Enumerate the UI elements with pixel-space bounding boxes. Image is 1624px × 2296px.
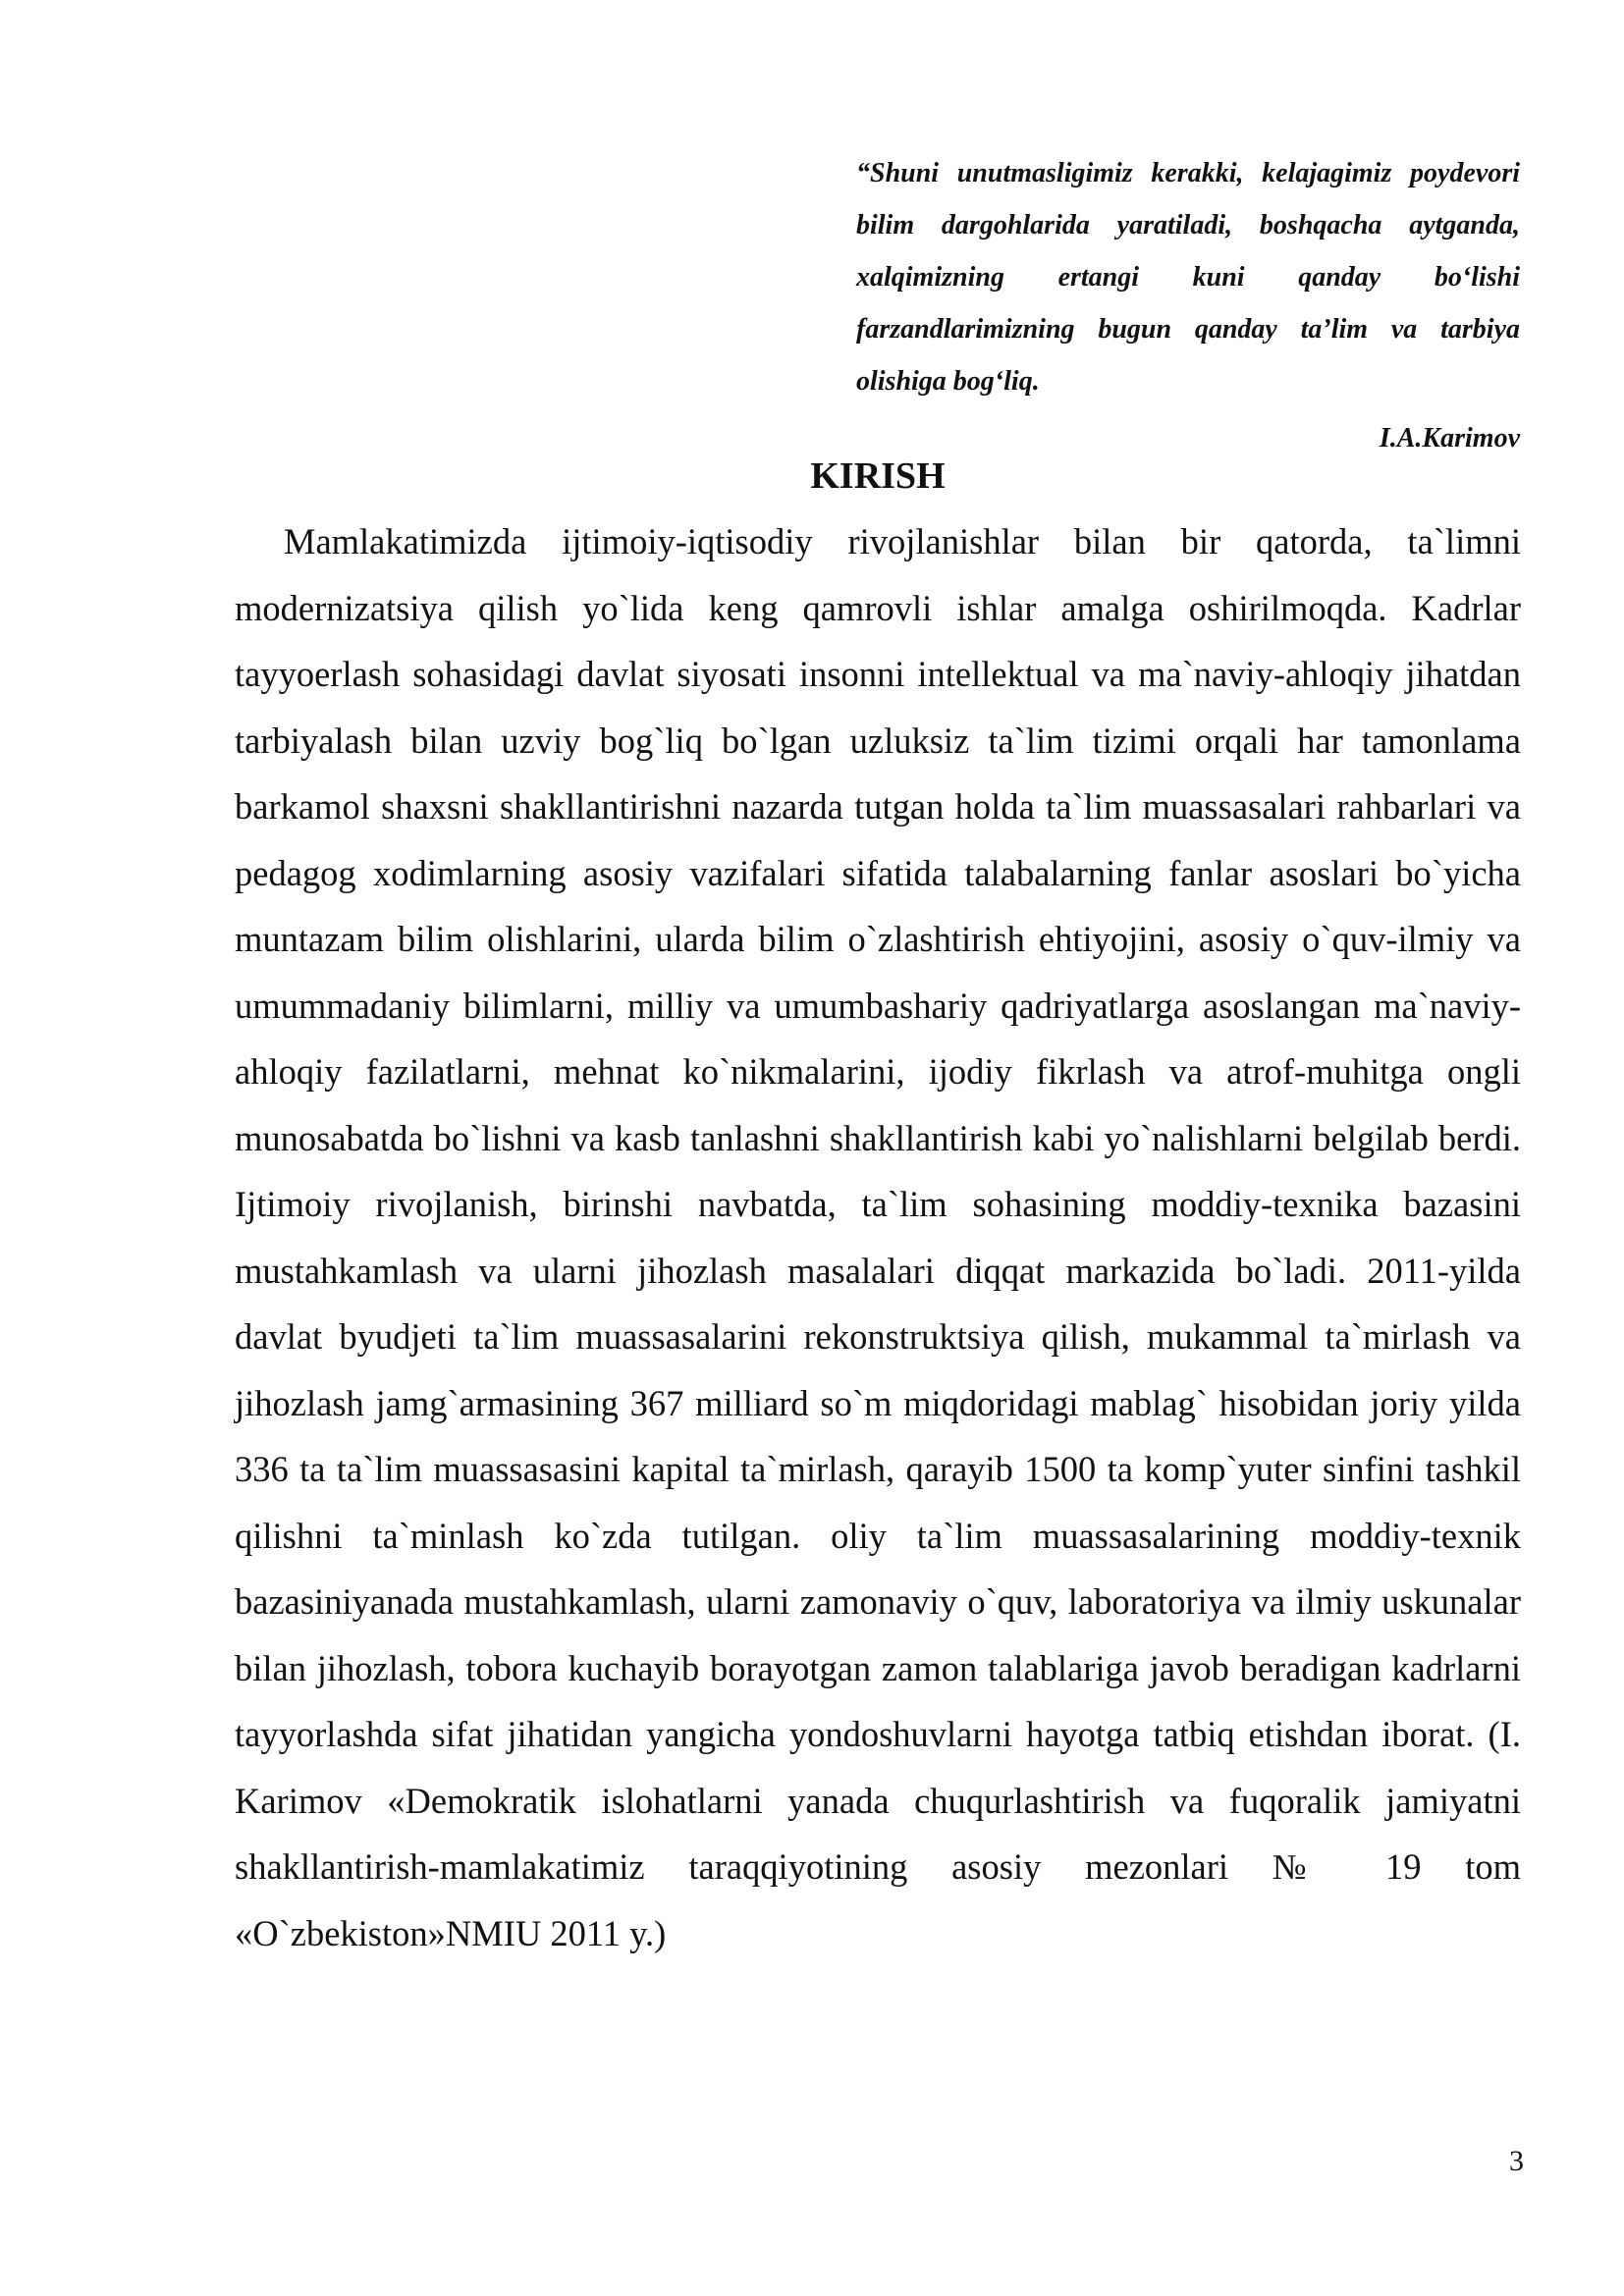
section-heading: KIRISH (810, 455, 946, 497)
epigraph-author: I.A.Karimov (1379, 423, 1520, 454)
epigraph-quote: “Shuni unutmasligimiz kerakki, kelajagimiz poydevori bilim dargohlarida yaratiladi, boshqacha aytganda, xalqimizning ertangi kuni qanday bo‘lishi farzandlarimizning bugun qanday ta’lim va tarbiya olishiga bog‘liq. (856, 158, 1520, 397)
body-paragraph: Mamlakatimizda ijtimoiy-iqtisodiy rivojlanishlar bilan bir qatorda, ta`limni modernizatsiya qilish yo`lida keng qamrovli ishlar amalga oshirilmoqda. Kadrlar tayyoerlash sohasidagi davlat siyosati insonni intellektual va ma`naviy-ahloqiy jihatdan tarbiyalash bilan uzviy bog`liq bo`lgan uzluksiz ta`lim tizimi orqali har tamonlama barkamol shaxsni shakllantirishni nazarda tutgan holda ta`lim muassasalari rahbarlari va pedagog xodimlarning asosiy vazifalari sifatida talabalarning fanlar asoslari bo`yicha muntazam bilim olishlarini, ularda bilim o`zlashtirish ehtiyojini, asosiy o`quv-ilmiy va umummadaniy bilimlarni, milliy va umumbashariy qadriyatlarga asoslangan ma`naviy-ahloqiy fazilatlarni, mehnat ko`nikmalarini, ijodiy fikrlash va atrof-muhitga ongli munosabatda bo`lishni va kasb tanlashni shakllantirish kabi yo`nalishlarni belgilab berdi. Ijtimoiy rivojlanish, birinshi navbatda, ta`lim sohasining moddiy-texnika bazasini mustahkamlash va ularni jihozlash masalalari diqqat markazida bo`ladi. 2011-yilda davlat byudjeti ta`lim muassasalarini rekonstruktsiya qilish, mukammal ta`mirlash va jihozlash jamg`armasining 367 milliard so`m miqdoridagi mablag` hisobidan joriy yilda 336 ta ta`lim muassasasini kapital ta`mirlash, qarayib 1500 ta komp`yuter sinfini tashkil qilishni ta`minlash ko`zda tutilgan. oliy ta`lim muassasalarining moddiy-texnik bazasiniyanada mustahkamlash, ularni zamonaviy o`quv, laboratoriya va ilmiy uskunalar bilan jihozlash, tobora kuchayib borayotgan zamon talablariga javob beradigan kadrlarni tayyorlashda sifat jihatidan yangicha yondoshuvlarni hayotga tatbiq etishdan iborat. (I. Karimov «Demokratik islohatlarni yanada chuqurlashtirish va fuqoralik jamiyatni shakllantirish-mamlakatimiz taraqqiyotining asosiy mezonlari № 19 tom «O`zbekiston»NMIU 2011 y.) (235, 521, 1521, 1953)
page-number: 3 (1509, 2145, 1524, 2177)
